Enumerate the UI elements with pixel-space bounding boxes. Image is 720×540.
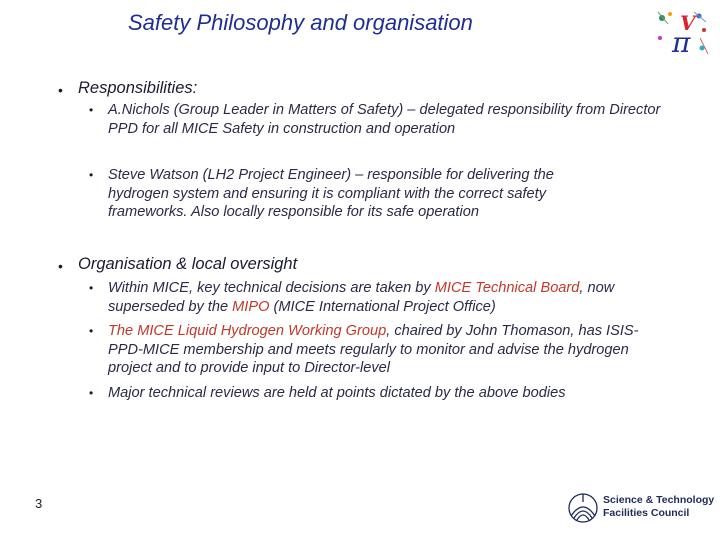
page-number: 3 <box>35 496 43 511</box>
section-heading-responsibilities: Responsibilities: <box>78 79 198 97</box>
mice-logo-glyph: π <box>672 26 691 58</box>
list-item: The MICE Liquid Hydrogen Working Group, chaired by John Thomason, has ISIS-PPD-MICE membership and meets regularly to monitor and advise the hydrogen project and to provide input to Director-level <box>108 323 639 376</box>
slide-title: Safety Philosophy and organisation <box>128 10 473 35</box>
bullet: • <box>89 386 94 400</box>
mice-logo <box>654 8 710 58</box>
list-item: Steve Watson (LH2 Project Engineer) – responsible for delivering the hydrogen system and ensuring it is compliant with the correct safety frameworks. Also locally responsible for its safe operation <box>108 167 554 220</box>
stfc-wordmark: Science & Technology Facilities Council <box>603 494 715 519</box>
section-heading-organisation: Organisation & local oversight <box>78 255 298 273</box>
bullet: • <box>58 258 63 274</box>
list-item: A.Nichols (Group Leader in Matters of Safety) – delegated responsibility from Director PPD for all MICE Safety in construction and operation <box>108 102 661 137</box>
list-item: Within MICE, key technical decisions are taken by MICE Technical Board, now superseded by the MIPO (MICE International Project Office) <box>108 280 615 315</box>
bullet: • <box>89 324 94 338</box>
list-item: Major technical reviews are held at points dictated by the above bodies <box>108 385 566 401</box>
highlight-mice-technical-board: MICE Technical Board <box>434 280 580 296</box>
stfc-emblem-icon <box>569 494 597 522</box>
bullet: • <box>89 281 94 295</box>
bullet: • <box>89 103 94 117</box>
bullet: • <box>89 168 94 182</box>
svg-text:V: V <box>680 11 696 35</box>
highlight-mipo: MIPO <box>232 298 270 315</box>
bullet: • <box>58 82 63 98</box>
highlight-lh2-working-group: The MICE Liquid Hydrogen Working Group <box>108 323 387 339</box>
